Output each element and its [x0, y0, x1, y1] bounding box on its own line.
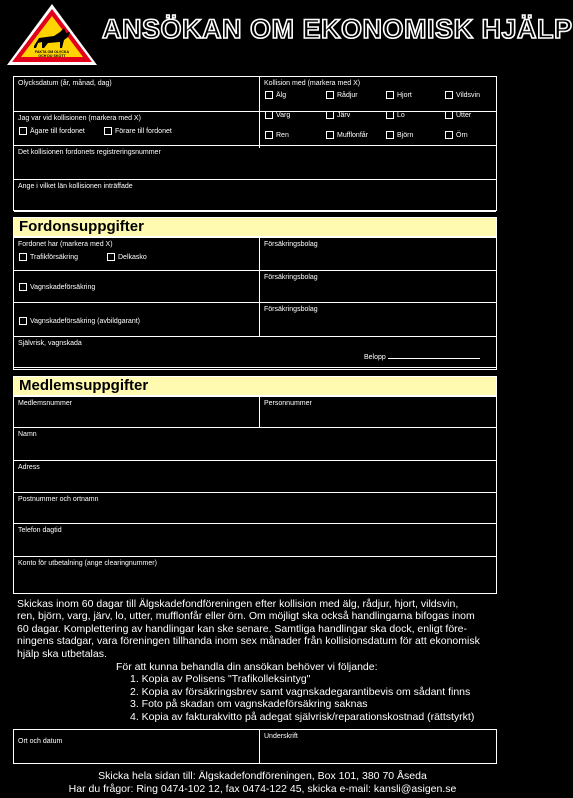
section-vehicle-heading: Fordonsuppgifter — [13, 217, 497, 237]
insurer-label: Försäkringsbolag — [264, 274, 318, 281]
phone-label: Telefon dagtid — [18, 527, 62, 534]
header — [0, 0, 573, 72]
checkbox[interactable] — [104, 127, 112, 135]
requirements-list — [116, 661, 475, 723]
member-row-3 — [14, 461, 496, 493]
animal-option[interactable]: Björn — [386, 131, 413, 139]
list-item: 3. Foto på skadan om vagnskadeförsäkring saknas — [130, 698, 368, 711]
paragraph-line: ningens stadgar, vara föreningen tillhanda inom sex månader från kollisionsdatum för att ekonomisk — [17, 635, 480, 648]
date-label: Olycksdatum (år, månad, dag) — [18, 80, 112, 87]
damage-guarantee-option[interactable]: Vagnskadeförsäkring (avbildgarant) — [19, 317, 140, 325]
signature-form — [13, 729, 497, 764]
vehicle-form — [13, 237, 497, 370]
vehicle-row-1 — [14, 238, 496, 271]
vehicle-row-3 — [14, 303, 496, 337]
county-label: Ange i vilket län kollisionen inträffade — [18, 183, 133, 190]
animal-option[interactable]: Lo — [386, 111, 405, 119]
member-row-5 — [14, 524, 496, 557]
warning-sign-icon — [4, 2, 100, 68]
place-date-label: Ort och datum — [18, 738, 63, 745]
animal-option[interactable]: Mufflonfår — [326, 131, 368, 139]
member-row-1 — [14, 397, 496, 428]
svg-text:OCH DU SKÖTT: OCH DU SKÖTT — [38, 54, 66, 58]
list-item: 2. Kopia av försäkringsbrev samt vagnskadegarantibevis om sådant finns — [130, 685, 471, 698]
reg-label: Det kollisionen fordonets registreringsnummer — [18, 149, 161, 156]
animal-option[interactable]: Örn — [445, 131, 468, 139]
animal-option[interactable]: Ren — [265, 131, 289, 139]
address-label: Adress — [18, 464, 40, 471]
list-item: 1. Kopia av Polisens "Trafikolleksintyg" — [130, 673, 311, 686]
deductible-label: Självrisk, vagnskada — [18, 340, 82, 347]
driver-option[interactable]: Förare till fordonet — [104, 127, 172, 135]
member-row-2 — [14, 428, 496, 461]
traffic-insurance-option[interactable]: Trafikförsäkring — [19, 253, 78, 261]
animal-option[interactable]: Älg — [265, 91, 286, 99]
divider — [259, 730, 260, 763]
incident-row-3 — [14, 146, 496, 180]
name-label: Namn — [18, 431, 37, 438]
insurer-label: Försäkringsbolag — [264, 306, 318, 313]
animal-option[interactable]: Utter — [445, 111, 471, 119]
damage-insurance-option[interactable]: Vagnskadeförsäkring — [19, 283, 95, 291]
footer-line: Har du frågor: Ring 0474-102 12, fax 0474-122 45, skicka e-mail: kansli@asigen.se — [68, 783, 457, 795]
footer — [0, 770, 525, 796]
animal-option[interactable]: Järv — [326, 111, 350, 119]
member-row-6 — [14, 557, 496, 592]
animal-option[interactable]: Hjort — [386, 91, 412, 99]
postal-label: Postnummer och ortnamn — [18, 496, 99, 503]
list-intro: För att kunna behandla din ansökan behöver vi följande: — [116, 661, 378, 673]
animal-option[interactable]: Rådjur — [326, 91, 358, 99]
animal-option[interactable]: Vildsvin — [445, 91, 480, 99]
member-number-label: Medlemsnummer — [18, 400, 73, 407]
owner-label: Jag var vid kollisionen (markera med X) — [18, 115, 141, 122]
paragraph-line: 60 dagar. Komplettering av handlingar kan ske senare. Samtliga handlingar ska dock, enligt före- — [17, 622, 468, 635]
vehicle-row-2 — [14, 271, 496, 303]
section-member-heading: Medlemsuppgifter — [13, 376, 497, 396]
divider — [259, 238, 260, 337]
personal-number-label: Personnummer — [264, 400, 312, 407]
paragraph-line: Skickas inom 60 dagar till Älgskadefondföreningen efter kollision med älg, rådjur, hjort, vildsvin, — [17, 598, 459, 610]
vehicle-label: Fordonet har (markera med X) — [18, 241, 113, 248]
list-item: 4. Kopia av fakturakvitto på adegat självrisk/reparationskostnad (rättstyrkt) — [130, 710, 475, 723]
amount-field[interactable]: Belopp — [364, 354, 480, 361]
account-label: Konto för utbetalning (ange clearingnummer) — [18, 560, 157, 567]
svg-text:FAKTA OM OLYCKA: FAKTA OM OLYCKA — [34, 50, 70, 54]
member-form — [13, 396, 497, 594]
instructions-paragraph — [17, 598, 501, 660]
owner-option[interactable]: Ägare till fordonet — [19, 127, 85, 135]
insurer-label: Försäkringsbolag — [264, 241, 318, 248]
partial-insurance-option[interactable]: Delkasko — [107, 253, 147, 261]
incident-form — [13, 76, 497, 211]
incident-row-4 — [14, 180, 496, 212]
checkbox[interactable] — [19, 127, 27, 135]
page-title: ANSÖKAN OM EKONOMISK HJÄLP — [102, 14, 573, 44]
animal-panel — [259, 77, 496, 148]
animal-option[interactable]: Varg — [265, 111, 290, 119]
member-row-4 — [14, 493, 496, 524]
divider — [259, 397, 260, 427]
vehicle-row-4 — [14, 337, 496, 368]
paragraph-line: ren, björn, varg, järv, lo, utter, mufflonfår eller örn. Om möjligt ska också handlingarna bifogas inom — [17, 610, 475, 623]
animal-label: Kollision med (markera med X) — [264, 80, 361, 87]
paragraph-line: hjälp ska utbetalas. — [17, 647, 107, 660]
footer-line: Skicka hela sidan till: Älgskadefondföreningen, Box 101, 380 70 Åseda — [98, 770, 427, 782]
signature-label: Underskrift — [264, 733, 298, 740]
